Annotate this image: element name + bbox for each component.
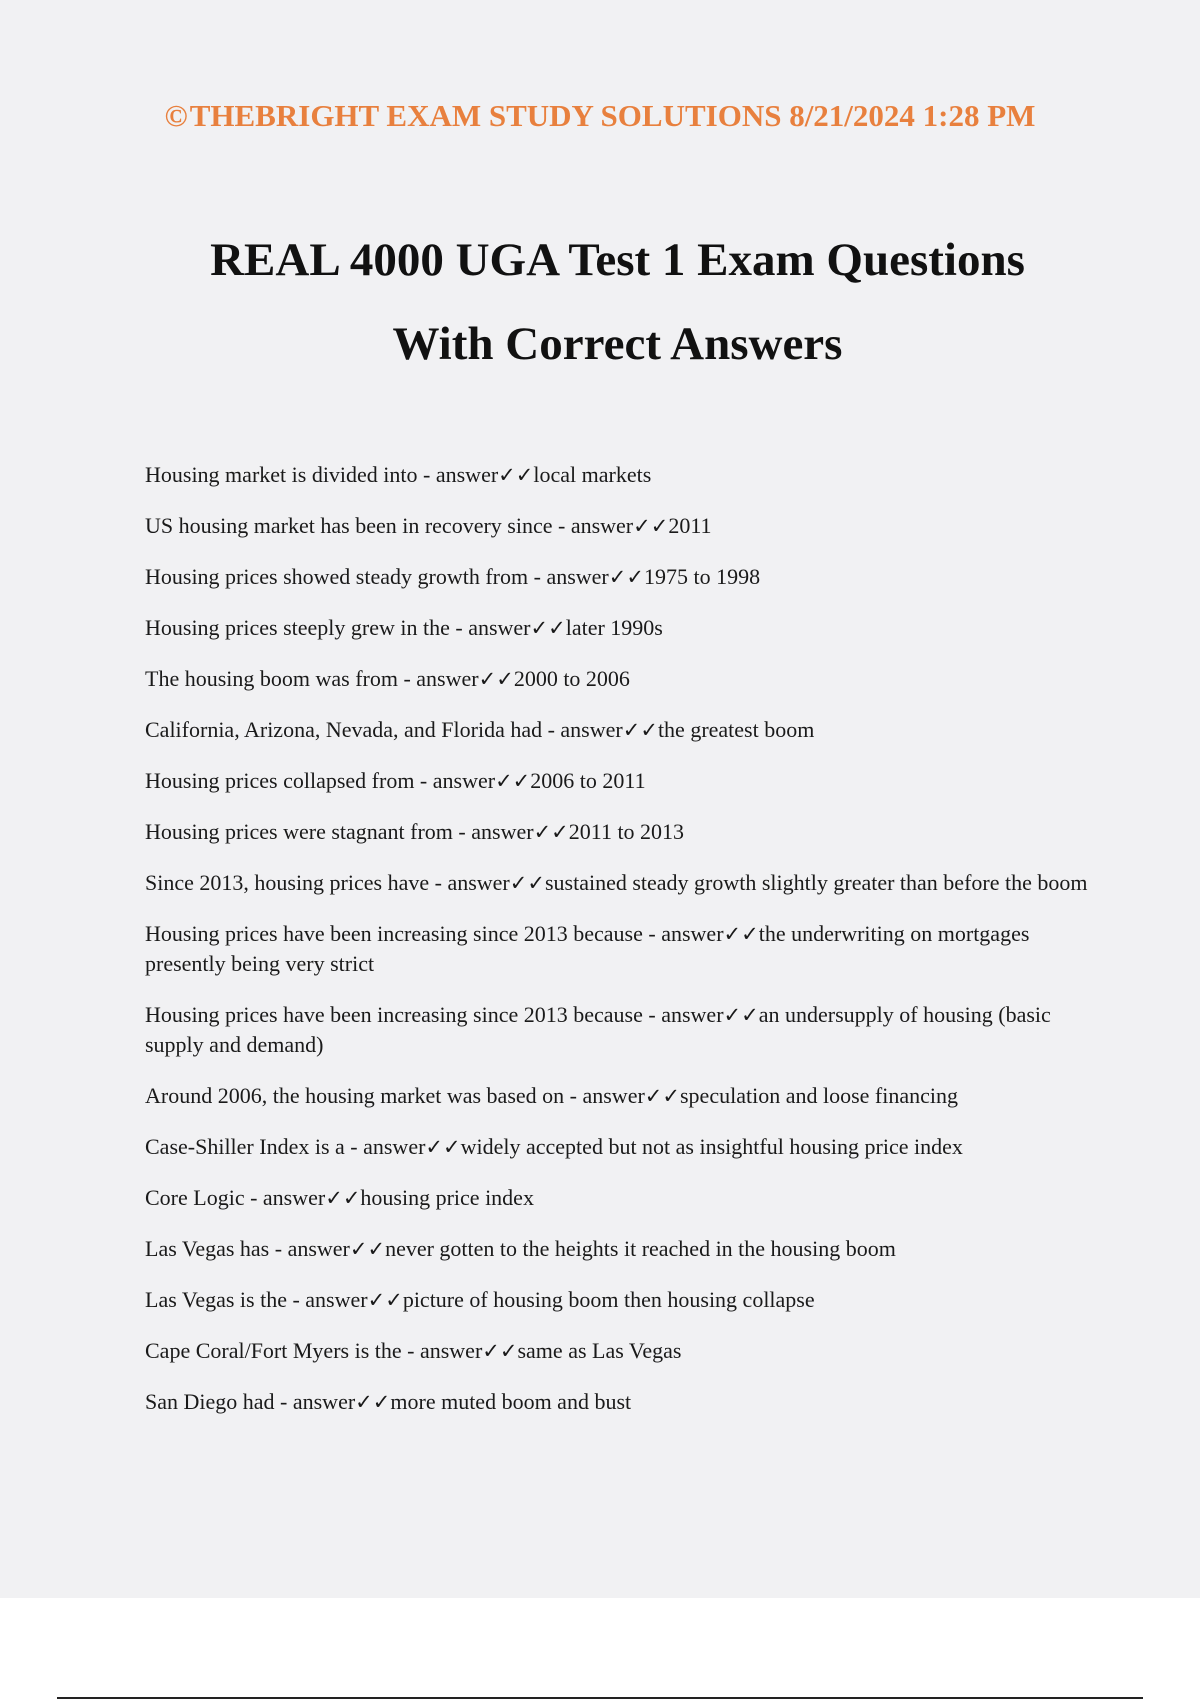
answer-text: 2000 to 2006 [513, 666, 630, 691]
title-line-2: With Correct Answers [392, 318, 843, 370]
answer-text: widely accepted but not as insightful housing price index [460, 1134, 963, 1159]
question-text: San Diego had - [145, 1389, 293, 1414]
answer-text: local markets [533, 462, 652, 487]
answer-text: picture of housing boom then housing collapse [402, 1287, 815, 1312]
qa-item [145, 766, 1095, 796]
answer-marker: answer [292, 1389, 356, 1414]
double-check-icon: ✓✓ [325, 1186, 361, 1210]
double-check-icon: ✓✓ [509, 871, 545, 895]
answer-marker: answer [661, 921, 724, 946]
double-check-icon: ✓✓ [478, 667, 514, 691]
question-answer-list [145, 460, 1095, 1438]
answer-text: the underwriting on mortgages presently being very strict [145, 921, 1030, 976]
answer-text: speculation and loose financing [680, 1083, 958, 1108]
answer-text: 2006 to 2011 [530, 768, 646, 793]
question-text: Case-Shiller Index is a - [145, 1134, 364, 1159]
question-text: Housing market is divided into - [145, 462, 436, 487]
footer-divider [57, 1697, 1143, 1699]
question-text: Las Vegas has - [145, 1236, 288, 1261]
double-check-icon: ✓✓ [530, 616, 566, 640]
answer-text: more muted boom and bust [390, 1389, 632, 1414]
double-check-icon: ✓✓ [495, 769, 531, 793]
question-text: California, Arizona, Nevada, and Florida had - [145, 717, 561, 742]
question-text: Housing prices showed steady growth from - [145, 564, 547, 589]
qa-item [145, 1132, 1095, 1162]
double-check-icon: ✓✓ [723, 1003, 759, 1027]
qa-item [145, 511, 1095, 541]
answer-text: housing price index [360, 1185, 534, 1210]
double-check-icon: ✓✓ [498, 463, 534, 487]
answer-marker: answer [471, 819, 534, 844]
answer-marker: answer [363, 1134, 426, 1159]
qa-item [145, 868, 1095, 898]
document-title [120, 218, 1115, 386]
answer-marker: answer [468, 615, 531, 640]
question-text: Housing prices were stagnant from - [145, 819, 472, 844]
double-check-icon: ✓✓ [349, 1237, 386, 1261]
question-text: Las Vegas is the - [145, 1287, 306, 1312]
double-check-icon: ✓✓ [425, 1135, 461, 1159]
qa-item [145, 562, 1095, 592]
double-check-icon: ✓✓ [644, 1084, 680, 1108]
question-text: Housing prices have been increasing since 2013 because - [145, 1002, 662, 1027]
answer-text: 1975 to 1998 [643, 564, 761, 589]
qa-item [145, 1081, 1095, 1111]
question-text: Core Logic - [145, 1185, 263, 1210]
qa-item [145, 817, 1095, 847]
double-check-icon: ✓✓ [482, 1339, 518, 1363]
double-check-icon: ✓✓ [723, 922, 759, 946]
question-text: Housing prices have been increasing since 2013 because - [145, 921, 662, 946]
answer-text: the greatest boom [657, 717, 815, 742]
qa-item [145, 1183, 1095, 1213]
question-text: Since 2013, housing prices have - [145, 870, 448, 895]
double-check-icon: ✓✓ [622, 718, 658, 742]
question-text: Housing prices collapsed from - [145, 768, 433, 793]
title-line-1: REAL 4000 UGA Test 1 Exam Questions [210, 234, 1025, 286]
answer-marker: answer [570, 513, 634, 538]
double-check-icon: ✓✓ [355, 1390, 391, 1414]
answer-text: an undersupply of housing (basic supply and demand) [145, 1002, 1051, 1057]
page-header [0, 98, 1200, 134]
answer-text: 2011 to 2013 [568, 819, 685, 844]
qa-item [145, 460, 1095, 490]
double-check-icon: ✓✓ [367, 1288, 403, 1312]
answer-marker: answer [287, 1236, 350, 1261]
question-text: The housing boom was from - [145, 666, 417, 691]
answer-text: later 1990s [565, 615, 663, 640]
question-text: US housing market has been in recovery since - [145, 513, 571, 538]
answer-marker: answer [661, 1002, 724, 1027]
qa-item [145, 715, 1095, 745]
header-text: THEBRIGHT EXAM STUDY SOLUTIONS 8/21/2024 1:28 PM [189, 98, 1036, 133]
answer-marker: answer [546, 564, 609, 589]
answer-marker: answer [419, 1338, 483, 1363]
double-check-icon: ✓✓ [608, 565, 644, 589]
question-text: Cape Coral/Fort Myers is the - [145, 1338, 420, 1363]
qa-item [145, 613, 1095, 643]
answer-text: 2011 [668, 513, 712, 538]
answer-marker: answer [432, 768, 496, 793]
qa-item [145, 1285, 1095, 1315]
answer-marker: answer [416, 666, 479, 691]
answer-marker: answer [582, 1083, 645, 1108]
answer-text: same as Las Vegas [517, 1338, 682, 1363]
qa-item [145, 1387, 1095, 1417]
copyright-symbol: © [164, 98, 188, 133]
answer-text: sustained steady growth slightly greater than before the boom [544, 870, 1088, 895]
question-text: Housing prices steeply grew in the - [145, 615, 469, 640]
answer-marker: answer [447, 870, 510, 895]
answer-text: never gotten to the heights it reached in the housing boom [385, 1236, 896, 1261]
answer-marker: answer [560, 717, 623, 742]
qa-item [145, 1234, 1095, 1264]
answer-marker: answer [262, 1185, 326, 1210]
qa-item [145, 664, 1095, 694]
qa-item [145, 1336, 1095, 1366]
qa-item [145, 919, 1095, 979]
answer-marker: answer [435, 462, 499, 487]
answer-marker: answer [305, 1287, 368, 1312]
qa-item [145, 1000, 1095, 1060]
question-text: Around 2006, the housing market was based on - [145, 1083, 583, 1108]
double-check-icon: ✓✓ [533, 820, 569, 844]
double-check-icon: ✓✓ [633, 514, 669, 538]
